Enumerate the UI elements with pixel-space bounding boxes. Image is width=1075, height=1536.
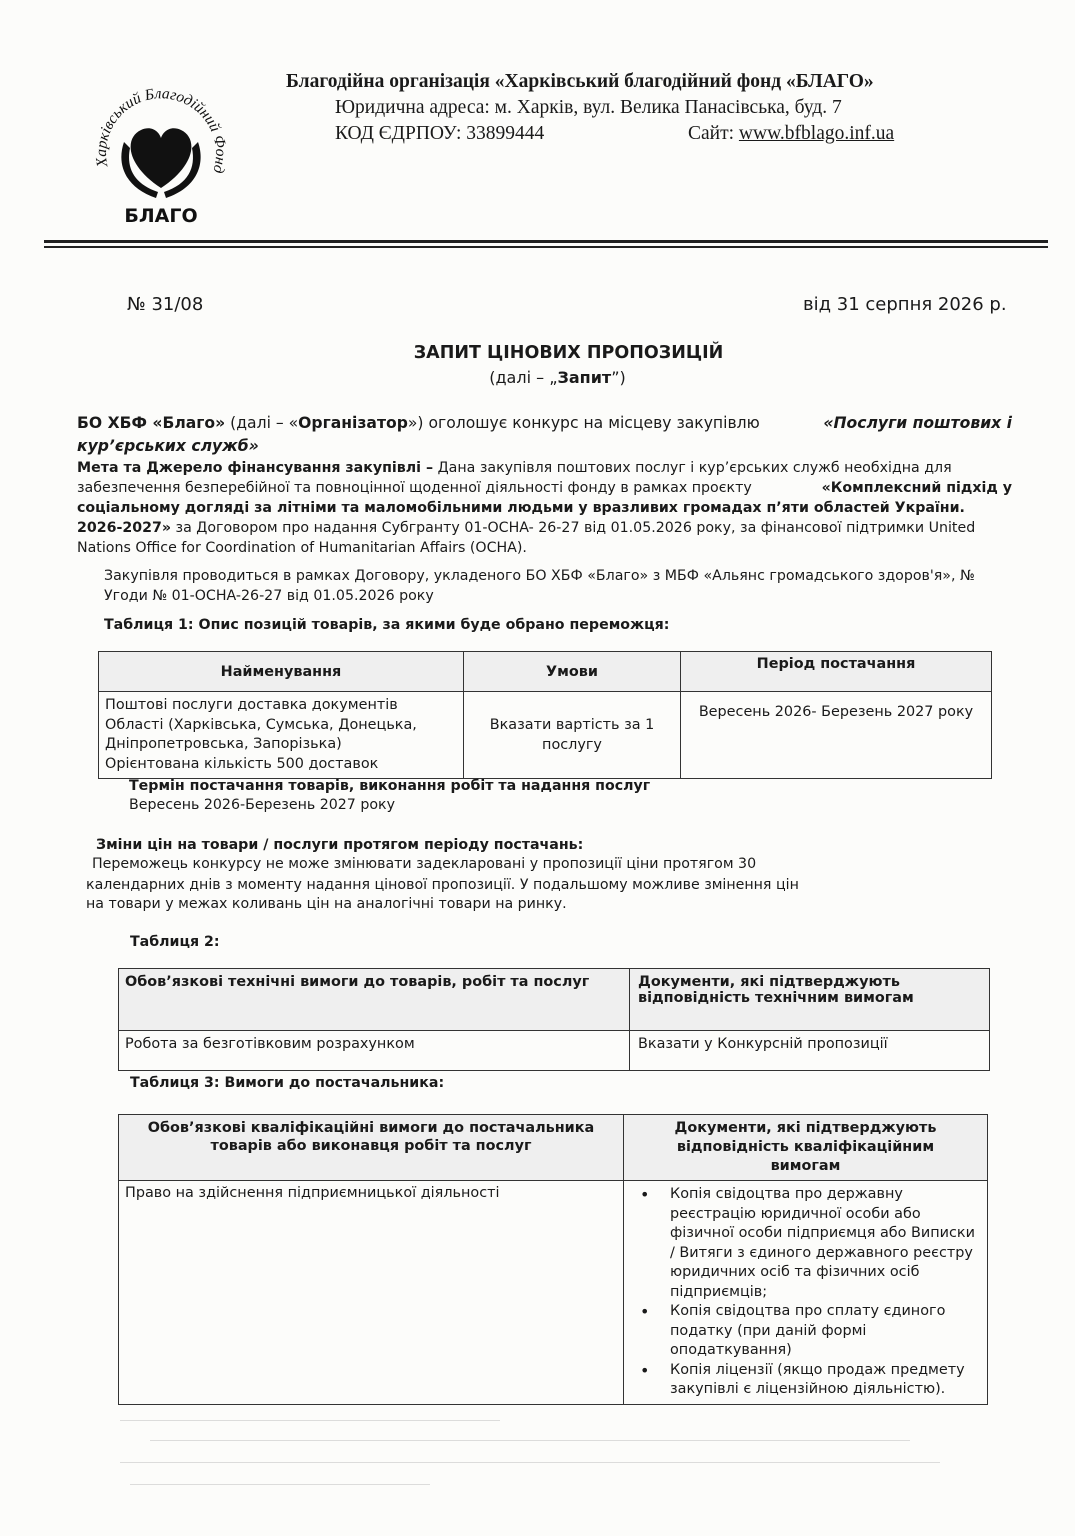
foundation-logo [86,70,236,230]
site-label: Сайт: [688,123,735,144]
delivery-text: Вересень 2026-Березень 2027 року [129,797,395,813]
table3-header-requirements: Обов’язкові кваліфікаційні вимоги до постачальника товарів або виконавця робіт та послуг [119,1115,624,1181]
table1 [98,651,992,779]
table3 [118,1114,988,1405]
table1-header-name: Найменування [99,652,464,692]
page-title: ЗАПИТ ЦІНОВИХ ПРОПОЗИЦІЙ [413,343,724,363]
table2 [118,968,990,1071]
table1-header-period: Період постачання [681,652,992,692]
price-change-line3: на товари у межах коливань цін на аналогічні товари на ринку. [86,896,567,912]
doc-bullet-single-tax: • Копія свідоцтва про сплату єдиного податку (при даній формі оподаткування) [632,1302,975,1361]
intro-line2: кур’єрських служб» [77,437,259,455]
site-link[interactable]: www.bfblago.inf.ua [738,123,895,144]
org-address: Юридична адреса: м. Харків, вул. Велика Панасівська, буд. 7 [335,97,842,118]
page-subtitle: (далі – „Запит”) [489,368,626,387]
table2-cell-document: Вказати у Конкурсній пропозиції [630,1031,990,1071]
table3-cell-documents [624,1181,988,1405]
table1-cell-terms: Вказати вартість за 1 послугу [464,692,681,779]
header-rule-thin [44,246,1048,248]
scan-artifact [150,1440,910,1441]
scan-artifact [120,1420,500,1421]
purpose-line5: Nations Office for Coordination of Humanitarian Affairs (OCHA). [77,540,527,556]
scan-artifact [130,1484,430,1485]
price-change-title: Зміни цін на товари / послуги протягом періоду постачань: [96,837,584,853]
org-name: Благодійна організація «Харківський благодійний фонд «БЛАГО» [286,71,874,92]
table1-header-terms: Умови [464,652,681,692]
purpose-line1: Мета та Джерело фінансування закупівлі – Дана закупівля поштових послуг і кур’єрських служб необхідна для [77,460,952,476]
table3-caption: Таблиця 3: Вимоги до постачальника: [130,1075,445,1091]
agreement-line1: Закупівля проводиться в рамках Договору, укладеного БО ХБФ «Благо» з МБФ «Альянс громадського здоров'я», № [104,568,975,584]
table1-cell-period: Вересень 2026- Березень 2027 року [681,692,992,779]
logo-arc-text: Харківський Благодійний Фонд [92,85,230,176]
intro-line1: БО ХБФ «Благо» (далі – «Організатор») оголошує конкурс на місцеву закупівлю «Послуги поштових і [77,414,1012,432]
header-rule [44,240,1048,243]
table2-caption: Таблиця 2: [130,934,220,950]
doc-date: від 31 серпня 2026 р. [803,294,1007,315]
table1-caption: Таблиця 1: Опис позицій товарів, за якими буде обрано переможця: [104,617,670,633]
table2-header-requirements: Обов’язкові технічні вимоги до товарів, робіт та послуг [119,969,630,1031]
scan-artifact [120,1462,940,1463]
org-site [688,123,894,145]
purpose-line4: 2026-2027» за Договором про надання Субгранту 01-OCHA- 26-27 від 01.05.2026 року, за фінансової підтримки United [77,520,976,536]
price-change-line2: календарних днів з моменту надання цінової пропозиції. У подальшому можливе змінення цін [86,877,799,893]
purpose-line3: соціальному догляді за літніми та маломобільними людьми у вразливих громадах п’яти областей України. [77,500,965,516]
delivery-title: Термін постачання товарів, виконання робіт та надання послуг [129,778,651,794]
table3-cell-requirement: Право на здійснення підприємницької діяльності [119,1181,624,1405]
purpose-line2: забезпечення безперебійної та повноцінної щоденної діяльності фонду в рамках проєкту «Комплексний підхід у [77,480,1012,496]
table3-header-documents: Документи, які підтверджують відповідність кваліфікаційним вимогам [624,1115,988,1181]
doc-bullet-registration: • Копія свідоцтва про державну реєстрацію юридичної особи або фізичної особи підприємця або Виписки / Витяги з єдиного державного реєстру юридичних осіб та фізичних осіб підприємців; [632,1185,975,1302]
table1-cell-name: Поштові послуги доставка документів Області (Харківська, Сумська, Донецька, Дніпропетровська, Запорізька) Орієнтована кількість 500 доставок [99,692,464,779]
price-change-line1: Переможець конкурсу не може змінювати задекларовані у пропозиції ціни протягом 30 [92,856,757,872]
logo-word: БЛАГО [124,205,198,227]
table2-cell-requirement: Робота за безготівковим розрахунком [119,1031,630,1071]
doc-bullet-license: • Копія ліцензії (якщо продаж предмету закупівлі є ліцензійною діяльністю). [632,1361,975,1400]
agreement-line2: Угоди № 01-OCHA-26-27 від 01.05.2026 року [104,588,434,604]
doc-number: № 31/08 [127,294,204,315]
table2-header-documents: Документи, які підтверджують відповідність технічним вимогам [630,969,990,1031]
org-code: КОД ЄДРПОУ: 33899444 [335,123,545,144]
